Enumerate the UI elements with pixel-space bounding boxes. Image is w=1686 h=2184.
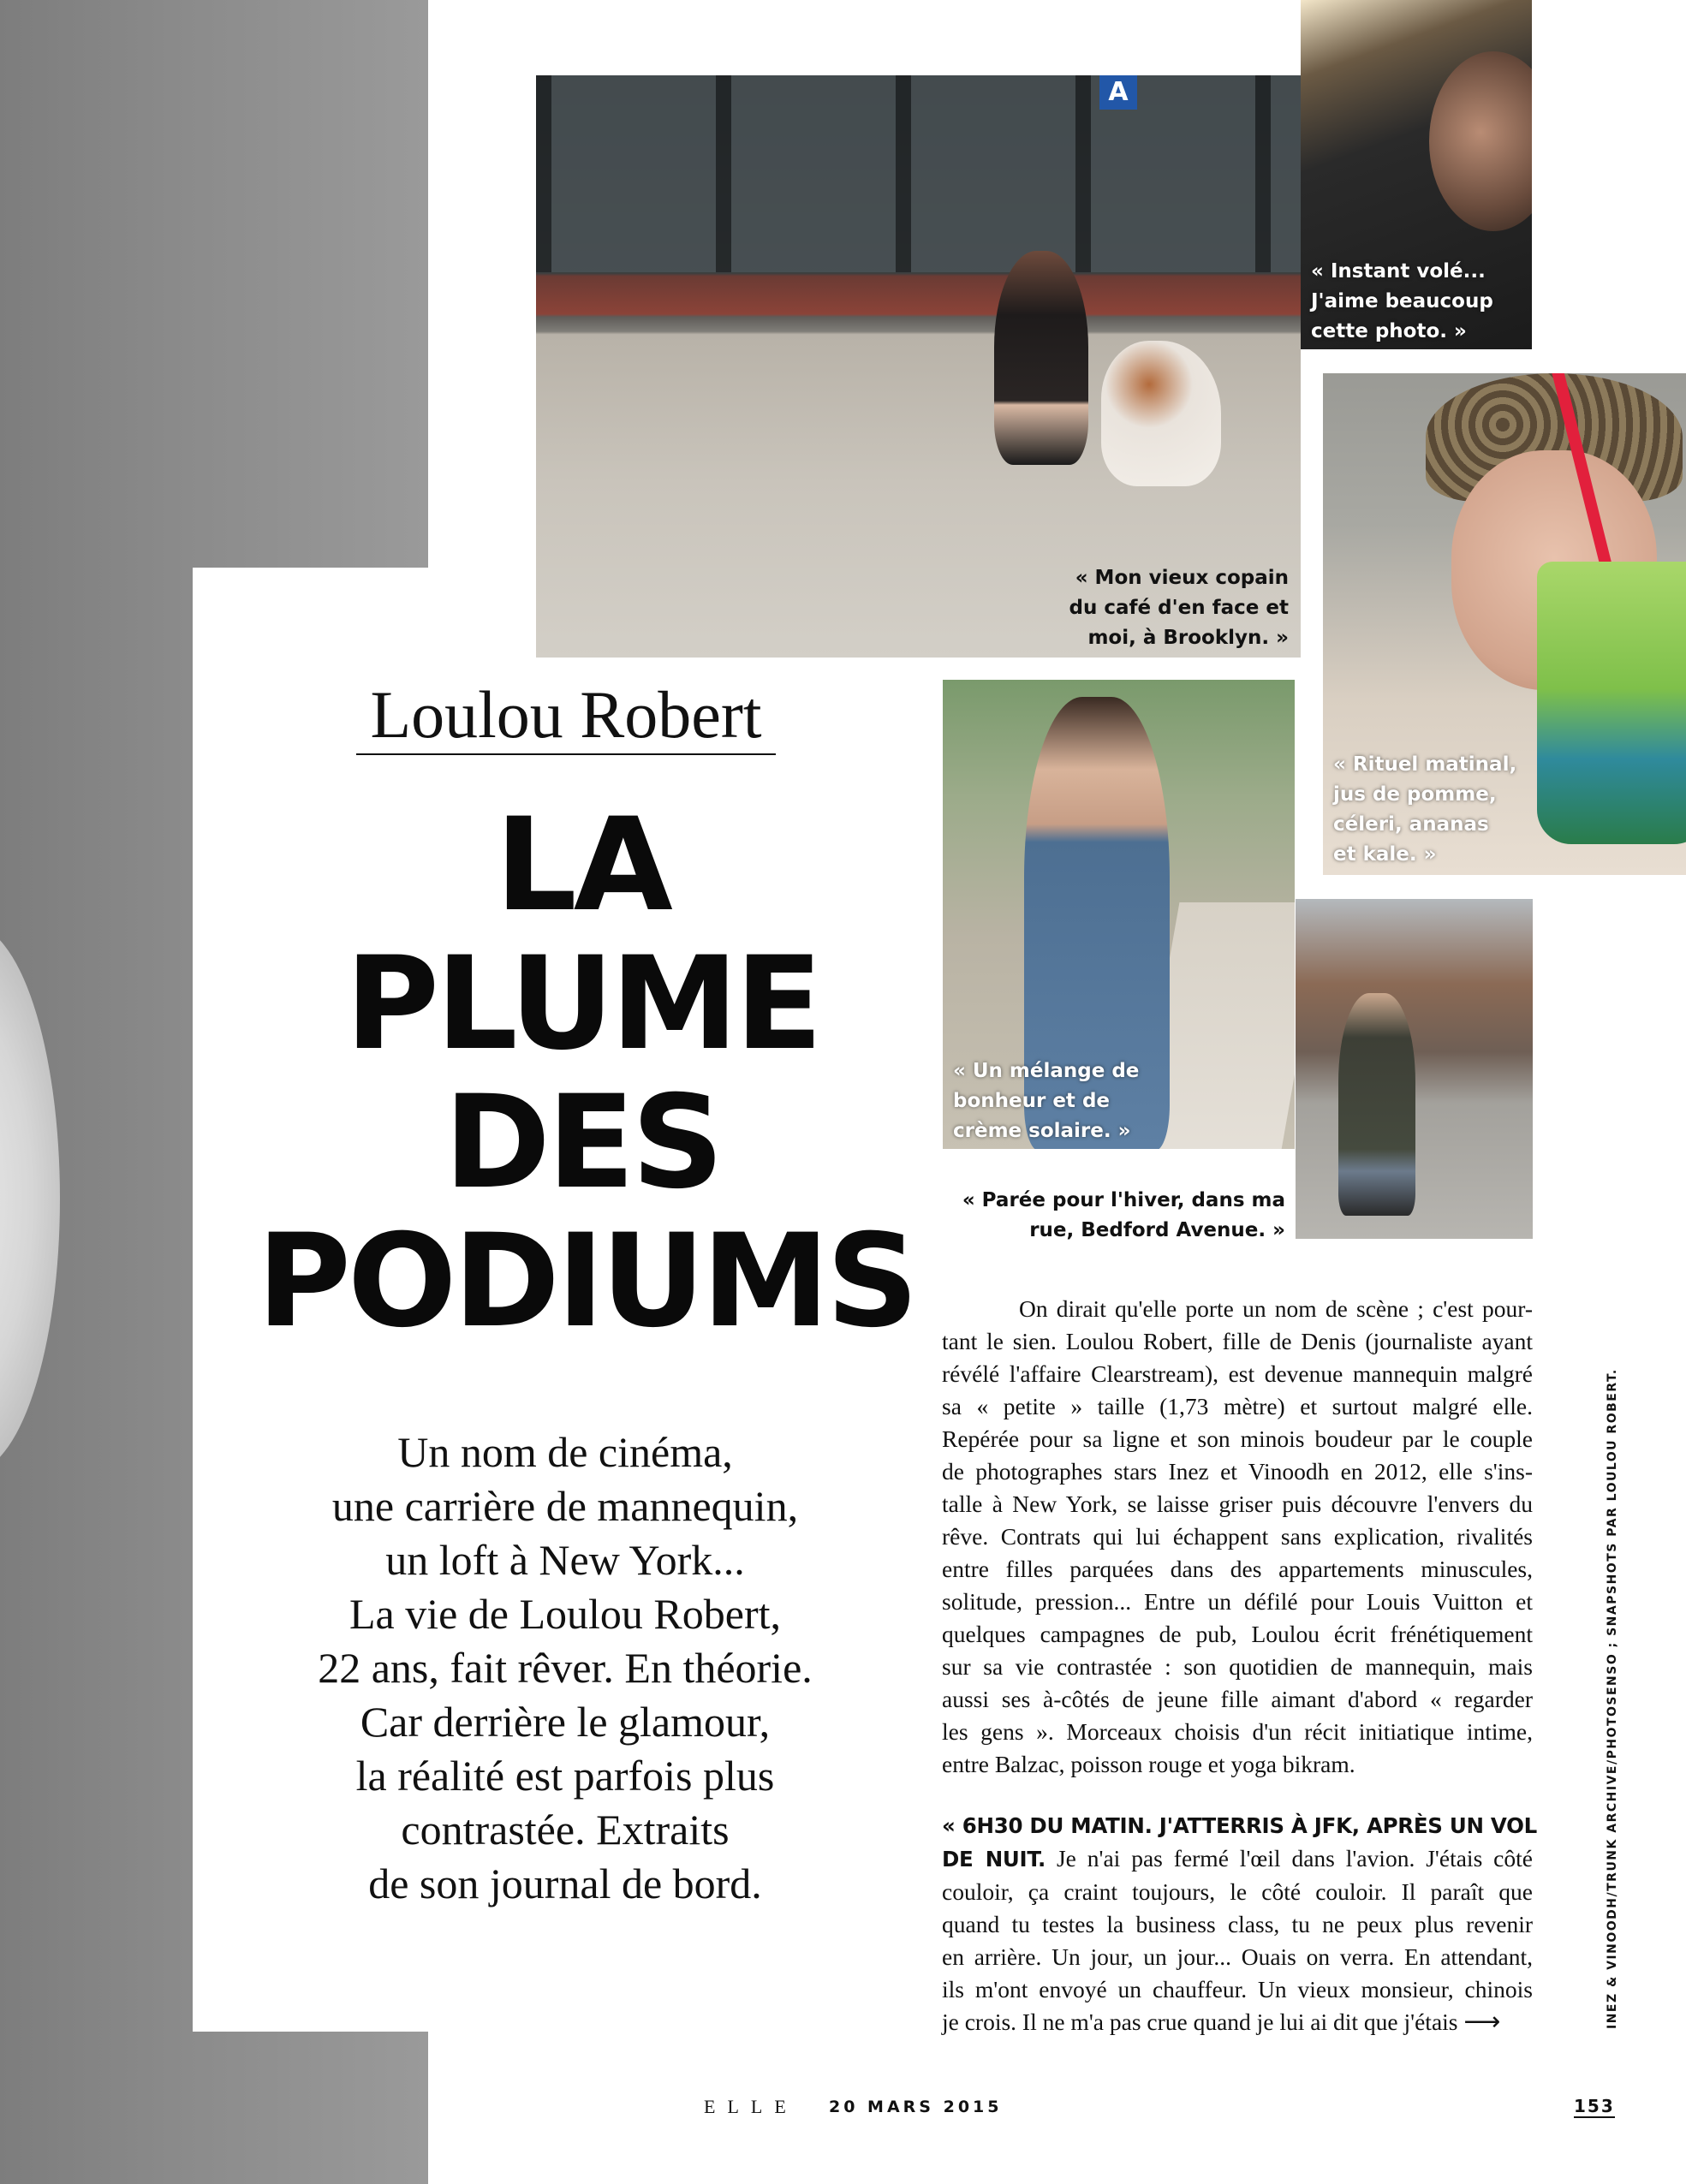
caption-car [1311,257,1493,347]
caption-line: céleri, ananas [1333,813,1489,836]
body-line: couloir, ça craint toujours, le côté couloir. Il paraît que [942,1878,1533,1905]
body-line: entre Balzac, poisson rouge et yoga bikram. [942,1751,1355,1777]
caption-line: cette photo. » [1311,320,1467,342]
journal-lead: DE NUIT. [942,1847,1046,1872]
caption-line: « Rituel matinal, [1333,753,1517,776]
dog [1101,341,1221,486]
body-line: ils m'ont envoyé un chauffeur. Un vieux monsieur, chinois [942,1976,1533,2002]
caption-line: du café d'en face et [1069,597,1289,619]
caption-line: bonheur et de [953,1090,1111,1112]
caption-line: moi, à Brooklyn. » [1087,627,1289,649]
caption-overalls [953,1056,1139,1146]
photo-car-selfie [1301,0,1532,349]
headline-line: LA [495,791,670,940]
kicker-name: Loulou Robert [356,676,776,755]
continue-arrow-icon: ⟶ [1463,2007,1501,2037]
body-line: révélé l'affaire Clearstream), est devenue mannequin malgré [942,1360,1533,1387]
page-number: 153 [1574,2096,1615,2116]
caption-line: crème solaire. » [953,1120,1131,1142]
body-line: quelques campagnes de pub, Loulou écrit frénétiquement [942,1621,1533,1647]
body-line: talle à New York, se laisse griser puis découvre l'envers du [942,1491,1533,1517]
body-line: solitude, pression... Entre un défilé pour Louis Vuitton et [942,1588,1533,1615]
headline-line: PODIUMS [257,1207,915,1356]
body-line [942,1842,1533,1876]
standfirst-line: une carrière de mannequin, [331,1482,799,1530]
body-line: Repérée pour sa ligne et son minois boudeur par le couple [942,1425,1533,1452]
body-line: en arrière. Un jour, un jour... Ouais on verra. En attendant, [942,1943,1533,1970]
body-line: tant le sien. Loulou Robert, fille de Denis (journaliste ayant [942,1328,1533,1354]
caption-cafe [1069,563,1289,653]
body-line-rest: Je n'ai pas fermé l'œil dans l'avion. J'étais côté [1046,1845,1533,1872]
body-line: On dirait qu'elle porte un nom de scène ; c'est pour- [1019,1295,1533,1322]
standfirst-line: Un nom de cinéma, [397,1428,733,1476]
photo-bedford-avenue [1296,899,1533,1239]
subway-sign: A [1099,75,1137,110]
headline [257,791,915,1356]
body-line: rêve. Contrats qui lui échappent sans explication, rivalités [942,1523,1533,1550]
paragraph-gap [942,1781,1533,1810]
cafe-windows [536,75,1301,272]
body-line: sur sa vie contrastée : son quotidien de mannequin, mais [942,1653,1533,1680]
footer-magazine: ELLE [704,2096,798,2117]
caption-line: « Instant volé... [1311,260,1486,283]
footer-date: 20 MARS 2015 [829,2098,1003,2116]
standfirst-line: contrastée. Extraits [401,1806,730,1854]
headline-line: DES [444,1068,721,1217]
body-line: entre filles parquées dans des appartements minuscules, [942,1556,1533,1582]
caption-line: J'aime beaucoup [1311,290,1493,312]
standfirst-line: la réalité est parfois plus [355,1752,775,1800]
standfirst [283,1425,848,1911]
photo-overalls [943,680,1295,1149]
caption-line: jus de pomme, [1333,783,1497,806]
caption-line: « Mon vieux copain [1075,567,1289,589]
standfirst-line: 22 ans, fait rêver. En théorie. [318,1644,813,1692]
caption-street [943,1186,1285,1246]
standfirst-line: de son journal de bord. [368,1860,762,1907]
photo-juice-selfie [1323,373,1686,875]
body-line: aussi ses à-côtés de jeune fille aimant d'abord « regarder [942,1686,1533,1712]
journal-lead: « 6H30 DU MATIN. J'ATTERRIS À JFK, APRÈS UN VOL [942,1813,1537,1838]
juice-cup [1537,562,1686,844]
caption-line: « Parée pour l'hiver, dans ma [962,1189,1285,1211]
body-line [942,2006,1533,2038]
caption-line: « Un mélange de [953,1060,1140,1082]
photo-cafe-brooklyn [536,75,1301,658]
caption-juice [1333,750,1516,870]
standfirst-line: Car derrière le glamour, [360,1698,771,1746]
headline-line: PLUME [345,930,819,1079]
shoulder-shape [0,925,60,1473]
photo-credit: INEZ & VINOODH/TRUNK ARCHIVE/PHOTOSENSO ; SNAPSHOTS PAR LOULOU ROBERT. [1606,1368,1619,2029]
body-line: de photographes stars Inez et Vinoodh en 2012, elle s'ins- [942,1458,1533,1485]
caption-line: et kale. » [1333,843,1437,866]
body-line-text: je crois. Il ne m'a pas crue quand je lui ai dit que j'étais [942,2008,1458,2035]
body-line: les gens ». Morceaux choisis d'un récit initiatique intime, [942,1718,1533,1745]
seated-person [994,251,1088,465]
face [1429,51,1532,231]
body-line: quand tu testes la business class, tu ne peux plus revenir [942,1911,1533,1937]
body-line: sa « petite » taille (1,73 mètre) et surtout malgré elle. [942,1393,1533,1419]
article-body [942,1293,1537,2038]
standfirst-line: La vie de Loulou Robert, [349,1590,782,1638]
figure [1338,993,1415,1216]
standfirst-line: un loft à New York... [385,1536,745,1584]
caption-line: rue, Bedford Avenue. » [1029,1219,1285,1241]
